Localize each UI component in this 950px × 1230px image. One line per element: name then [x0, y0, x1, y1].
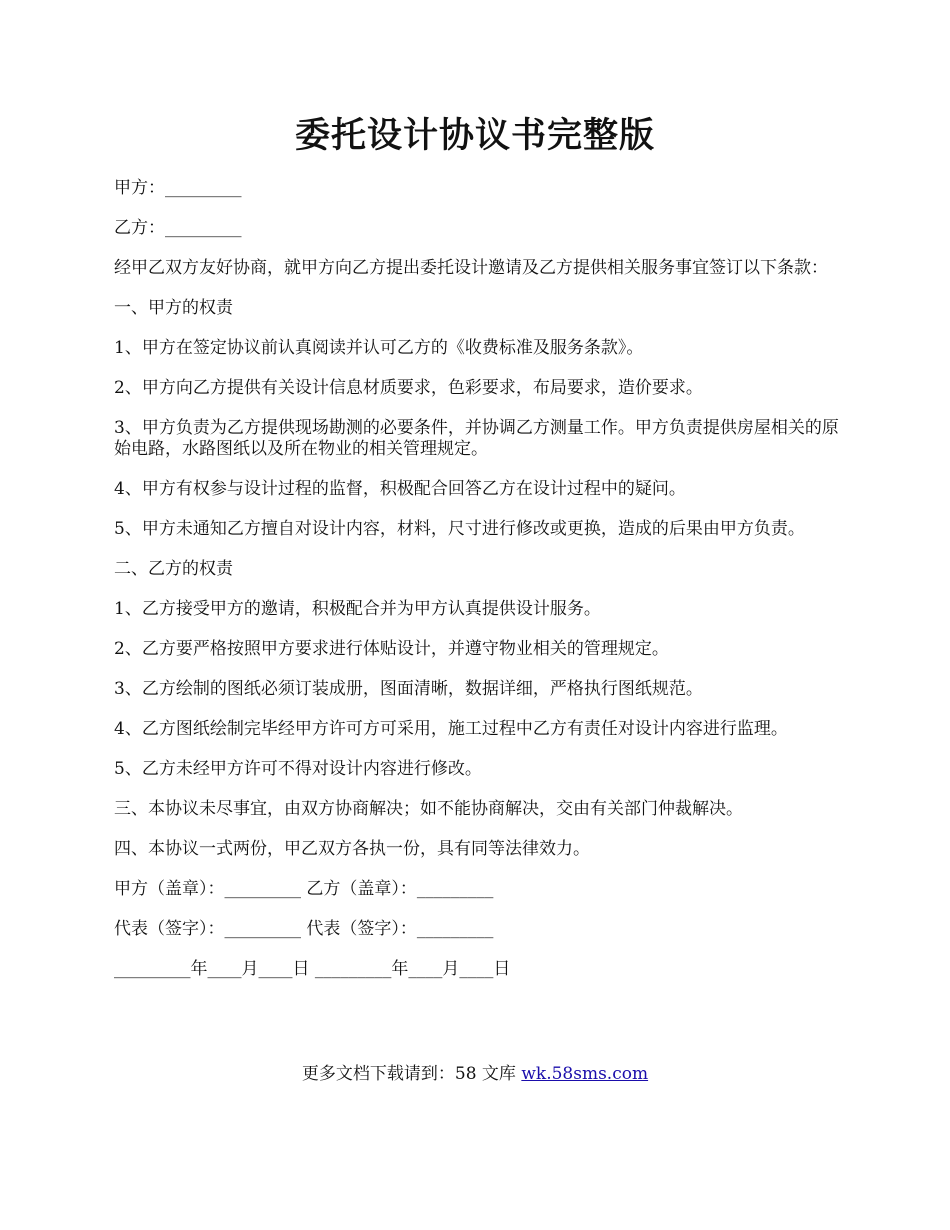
- footer-link[interactable]: wk.58sms.com: [521, 1064, 649, 1084]
- clause-b-4: 4、乙方图纸绘制完毕经甲方许可方可采用，施工过程中乙方有责任对设计内容进行监理。: [114, 719, 788, 739]
- section-three: 三、本协议未尽事宜，由双方协商解决；如不能协商解决，交由有关部门仲裁解决。: [114, 799, 743, 819]
- footer: [0, 1062, 950, 1086]
- party-a-line: 甲方：_________: [114, 178, 242, 198]
- signature-line: 代表（签字）：_________ 代表（签字）：_________: [114, 919, 494, 939]
- clause-b-3: 3、乙方绘制的图纸必须订装成册，图面清晰，数据详细，严格执行图纸规范。: [114, 679, 703, 699]
- footer-text: 更多文档下载请到：58 文库: [301, 1064, 522, 1084]
- preamble-paragraph: 经甲乙双方友好协商，就甲方向乙方提出委托设计邀请及乙方提供相关服务事宜签订以下条款：: [114, 258, 828, 278]
- document-body: [114, 178, 844, 999]
- clause-b-2: 2、乙方要严格按照甲方要求进行体贴设计，并遵守物业相关的管理规定。: [114, 639, 669, 659]
- party-b-line: 乙方：_________: [114, 218, 242, 238]
- clause-a-5: 5、甲方未通知乙方擅自对设计内容，材料，尺寸进行修改或更换，造成的后果由甲方负责。: [114, 519, 805, 539]
- clause-a-2: 2、甲方向乙方提供有关设计信息材质要求，色彩要求，布局要求，造价要求。: [114, 378, 703, 398]
- clause-b-1: 1、乙方接受甲方的邀请，积极配合并为甲方认真提供设计服务。: [114, 599, 601, 619]
- section-heading-party-b: 二、乙方的权责: [114, 559, 233, 579]
- date-line: _________年____月____日 _________年____月____日: [114, 959, 511, 979]
- clause-a-3: 3、甲方负责为乙方提供现场勘测的必要条件，并协调乙方测量工作。甲方负责提供房屋相关的原始电路，水路图纸以及所在物业的相关管理规定。: [114, 418, 839, 459]
- clause-b-5: 5、乙方未经甲方许可不得对设计内容进行修改。: [114, 759, 482, 779]
- clause-a-4: 4、甲方有权参与设计过程的监督，积极配合回答乙方在设计过程中的疑问。: [114, 479, 686, 499]
- clause-a-1: 1、甲方在签定协议前认真阅读并认可乙方的《收费标准及服务条款》。: [114, 338, 644, 358]
- section-heading-party-a: 一、甲方的权责: [114, 298, 233, 318]
- document-title: 委托设计协议书完整版: [294, 115, 655, 156]
- seal-line: 甲方（盖章）：_________ 乙方（盖章）：_________: [114, 879, 494, 899]
- section-four: 四、本协议一式两份，甲乙双方各执一份，具有同等法律效力。: [114, 839, 590, 859]
